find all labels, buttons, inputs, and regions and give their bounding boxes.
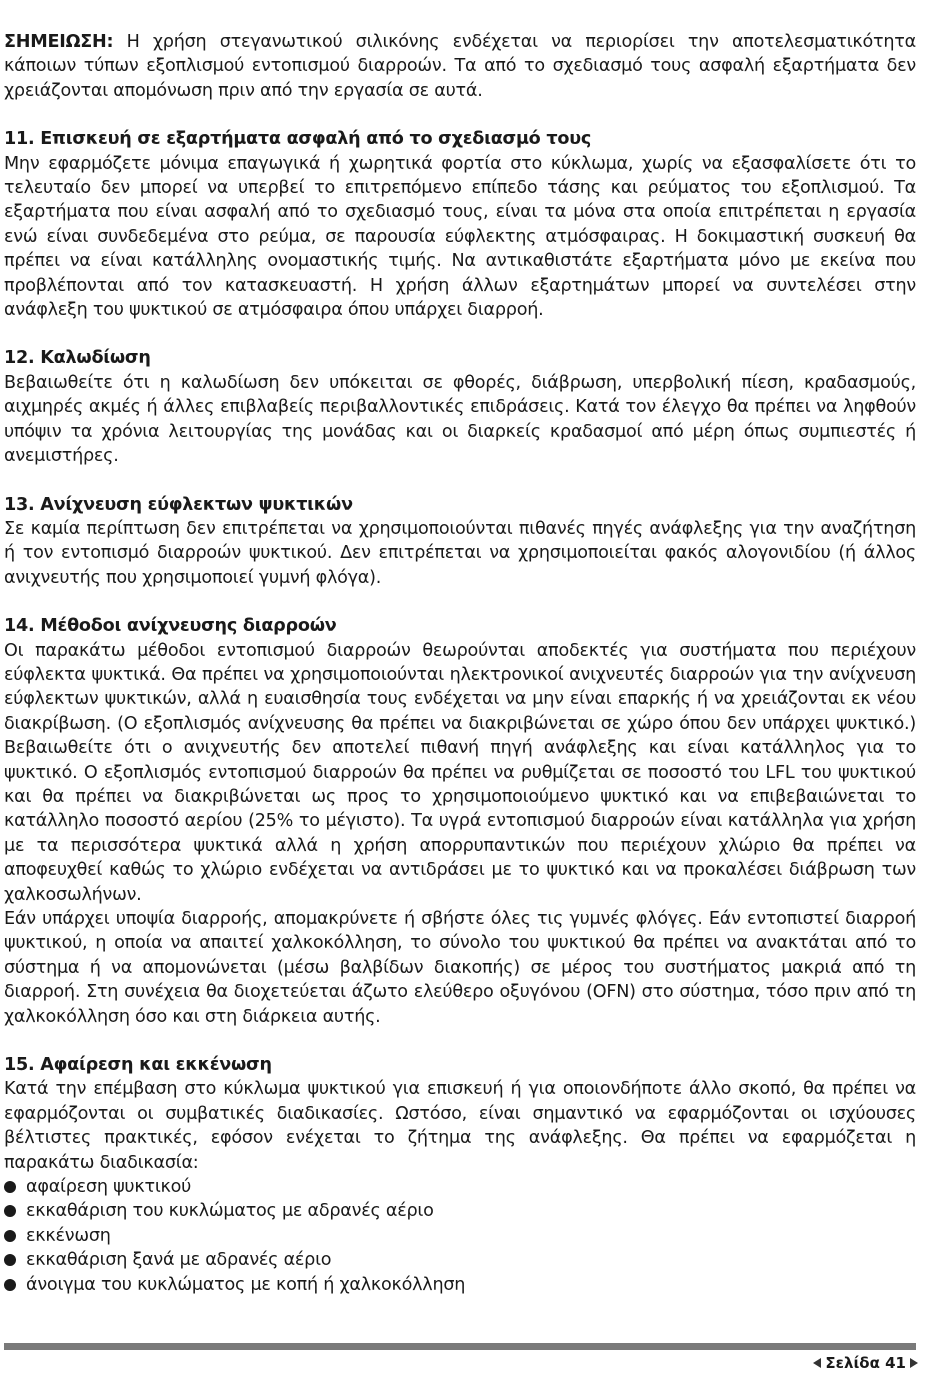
bullet-icon — [4, 1205, 16, 1217]
section-15 — [4, 1053, 916, 1297]
bullet-icon — [4, 1181, 16, 1193]
note-label: ΣΗΜΕΙΩΣΗ: — [4, 32, 114, 52]
list-item — [4, 1273, 916, 1297]
page-number-nav — [813, 1354, 918, 1372]
section-paragraph: Μην εφαρμόζετε μόνιμα επαγωγικά ή χωρητικά φορτία στο κύκλωμα, χωρίς να εξασφαλίσετε ότι το τελευταίο δεν μπορεί να υπερβεί το επιτρεπόμενο επίπεδο τάσης και ρεύματος του εξοπλισμού. Τα εξαρτήματα που είναι ασφαλή από το σχεδιασμό τους, είναι τα μόνα στα οποία επιτρέπεται η εργασία ενώ είναι συνδεδεμένα στο ρεύμα, σε παρουσία εύφλεκτης ατμόσφαιρας. Η δοκιμαστική συσκευή θα πρέπει να είναι κατάλληλης ονομαστικής τιμής. Να αντικαθιστάτε εξαρτήματα μόνο με εκείνα που προβλέπονται από τον κατασκευαστή. Η χρήση άλλων εξαρτημάτων μπορεί να συντελέσει στην ανάφλεξη του ψυκτικού σε ατμόσφαιρα όπου υπάρχει διαρροή. — [4, 153, 916, 321]
section-paragraph: Σε καμία περίπτωση δεν επιτρέπεται να χρησιμοποιούνται πιθανές πηγές ανάφλεξης για την αναζήτηση ή τον εντοπισμό διαρροών ψυκτικού. Δεν επιτρέπεται να χρησιμοποιείται φακός αλογονιδίου (ή άλλος ανιχνευτής που χρησιμοποιεί γυμνή φλόγα). — [4, 518, 916, 588]
document-page — [4, 30, 916, 1297]
section-title: 11. Επισκευή σε εξαρτήματα ασφαλή από το σχεδιασμό τους — [4, 129, 592, 150]
section-paragraph: Εάν υπάρχει υποψία διαρροής, απομακρύνετε ή σβήστε όλες τις γυμνές φλόγες. Εάν εντοπιστεί διαρροή ψυκτικού, η οποία να απαιτεί χαλκοκόλληση, το σύνολο του ψυκτικού θα πρέπει να ανακτάται από το σύστημα ή να απομονώνεται (μέσω βαλβίδων διακοπής) σε μέρος του συστήματος μακριά από τη διαρροή. Στη συνέχεια θα διοχετεύεται άζωτο ελεύθερο οξυγόνου (OFN) στο σύστημα, τόσο πριν από τη χαλκοκόλληση όσο και στη διάρκεια αυτής. — [4, 909, 916, 1027]
section-14 — [4, 614, 916, 1029]
list-item — [4, 1175, 916, 1199]
list-item — [4, 1199, 916, 1223]
note-text: Η χρήση στεγανωτικού σιλικόνης ενδέχεται να περιορίσει την αποτελεσματικότητα κάποιων τύπων εξοπλισμού εντοπισμού διαρροών. Τα από το σχεδιασμό τους ασφαλή εξαρτήματα δεν χρειάζονται απομόνωση πριν από την εργασία σε αυτά. — [4, 32, 916, 101]
procedure-list — [4, 1175, 916, 1297]
note-paragraph — [4, 30, 916, 103]
bullet-icon — [4, 1230, 16, 1242]
footer-divider — [4, 1343, 916, 1350]
section-paragraph: Βεβαιωθείτε ότι η καλωδίωση δεν υπόκειται σε φθορές, διάβρωση, υπερβολική πίεση, κραδασμούς, αιχμηρές ακμές ή άλλες επιβλαβείς περιβαλλοντικές επιδράσεις. Κατά τον έλεγχο θα πρέπει να ληφθούν υπόψιν τα χρόνια λειτουργίας της μονάδας και οι διαρκείς κραδασμοί από μέρη όπως συμπιεστές ή ανεμιστήρες. — [4, 372, 916, 467]
section-paragraph: Κατά την επέμβαση στο κύκλωμα ψυκτικού για επισκευή ή για οποιονδήποτε άλλο σκοπό, θα πρέπει να εφαρμόζονται οι συμβατικές διαδικασίες. Ωστόσο, είναι σημαντικό να εφαρμόζονται οι ισχύουσες βέλτιστες πρακτικές, εφόσον ενέχεται το ζήτημα της ανάφλεξης. Θα πρέπει να εφαρμόζεται η παρακάτω διαδικασία: — [4, 1079, 916, 1173]
section-title: 13. Ανίχνευση εύφλεκτων ψυκτικών — [4, 494, 353, 515]
section-11 — [4, 127, 916, 322]
previous-page-icon[interactable] — [813, 1358, 821, 1368]
section-13 — [4, 493, 916, 591]
bullet-icon — [4, 1279, 16, 1291]
section-title: 14. Μέθοδοι ανίχνευσης διαρροών — [4, 616, 337, 637]
section-title: 12. Καλωδίωση — [4, 348, 151, 369]
list-item-text: εκκαθάριση του κυκλώματος με αδρανές αέριο — [26, 1201, 434, 1222]
list-item-text: αφαίρεση ψυκτικού — [26, 1177, 192, 1198]
next-page-icon[interactable] — [910, 1358, 918, 1368]
bullet-icon — [4, 1254, 16, 1266]
list-item-text: εκκένωση — [26, 1225, 111, 1246]
list-item-text: εκκαθάριση ξανά με αδρανές αέριο — [26, 1250, 332, 1271]
list-item — [4, 1248, 916, 1272]
section-12 — [4, 346, 916, 468]
page-number-label: Σελίδα 41 — [825, 1354, 906, 1372]
list-item — [4, 1224, 916, 1248]
list-item-text: άνοιγμα του κυκλώματος με κοπή ή χαλκοκόλληση — [26, 1274, 466, 1295]
section-paragraph: Οι παρακάτω μέθοδοι εντοπισμού διαρροών θεωρούνται αποδεκτές για συστήματα που περιέχουν εύφλεκτα ψυκτικά. Θα πρέπει να χρησιμοποιούνται ηλεκτρονικοί ανιχνευτές διαρροών για την ανίχνευση εύφλεκτων ψυκτικών, αλλά η ευαισθησία τους ενδέχεται να μην είναι επαρκής ή να χρειάζονται εκ νέου διακρίβωση. (Ο εξοπλισμός ανίχνευσης θα πρέπει να διακριβώνεται σε χώρο όπου δεν υπάρχει ψυκτικό.) Βεβαιωθείτε ότι ο ανιχνευτής δεν αποτελεί πιθανή πηγή ανάφλεξης και είναι κατάλληλος για το ψυκτικό. Ο εξοπλισμός εντοπισμού διαρροών θα πρέπει να ρυθμίζεται σε ποσοστό του LFL του ψυκτικού και θα πρέπει να διακριβώνεται ως προς το χρησιμοποιούμενο ψυκτικό και να επιβεβαιώνεται το κατάλληλο ποσοστό αερίου (25% το μέγιστο). Τα υγρά εντοπισμού διαρροών είναι κατάλληλα για χρήση με τα περισσότερα ψυκτικά αλλά η χρήση απορρυπαντικών που περιέχουν χλώριο θα πρέπει να αποφευχθεί καθώς το χλώριο ενδέχεται να αντιδράσει με το ψυκτικό και να προκαλέσει διάβρωση των χαλκοσωλήνων. — [4, 640, 916, 905]
section-title: 15. Αφαίρεση και εκκένωση — [4, 1055, 272, 1076]
